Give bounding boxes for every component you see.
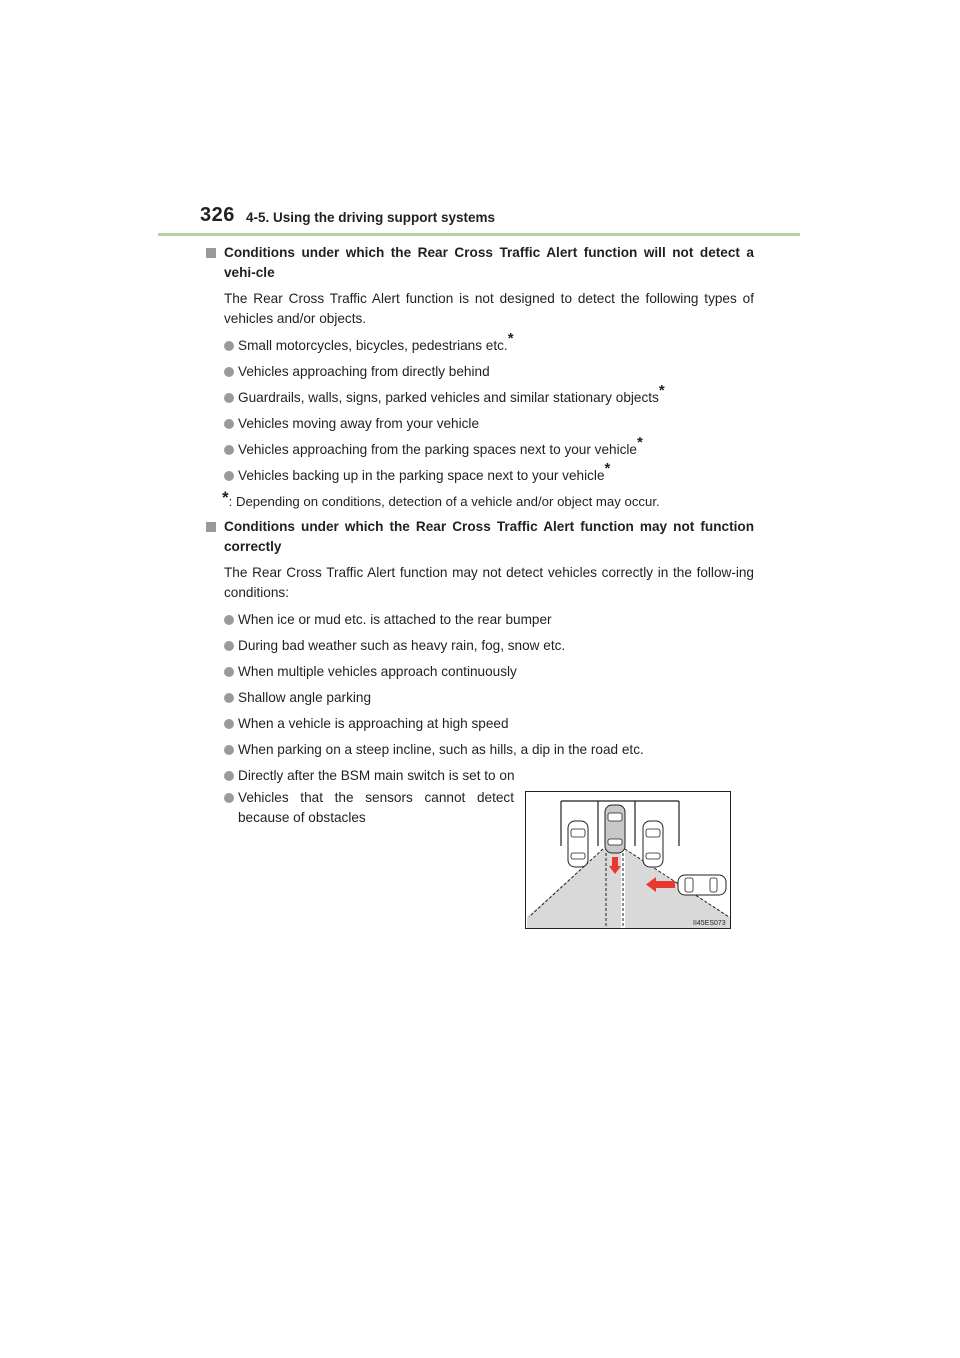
header-divider: [158, 233, 800, 236]
bullet-dot-icon: [224, 745, 234, 755]
bullet-dot-icon: [224, 445, 234, 455]
bullet-dot-icon: [224, 719, 234, 729]
footnote-mark: *: [222, 488, 229, 507]
list-item: [206, 382, 754, 411]
bullet-dot-icon: [224, 667, 234, 677]
list-item: [206, 607, 754, 633]
square-bullet-icon: [206, 248, 216, 258]
list-item-text: During bad weather such as heavy rain, fog, snow etc.: [238, 638, 566, 653]
list-item-text: Shallow angle parking: [238, 690, 372, 705]
list-item: [206, 633, 754, 659]
intro-paragraph: The Rear Cross Traffic Alert function is not designed to detect the following types of vehicles and/or objects.: [224, 291, 754, 326]
list-item: [206, 763, 754, 789]
parked-car-icon: [568, 821, 588, 867]
page-number: 326: [200, 204, 235, 226]
parking-illustration: [525, 791, 731, 929]
list-item-text: When multiple vehicles approach continuously: [238, 664, 517, 679]
parked-car-icon: [643, 821, 663, 867]
list-item: [206, 737, 754, 763]
square-bullet-icon: [206, 522, 216, 532]
asterisk-mark: *: [636, 434, 643, 452]
list-item-text: Vehicles moving away from your vehicle: [238, 416, 480, 431]
list-item-text: Vehicles that the sensors cannot detect because of obstacles: [238, 790, 514, 825]
figure-code: II45ES073: [693, 920, 726, 927]
bullet-dot-icon: [224, 793, 234, 803]
bullet-dot-icon: [224, 641, 234, 651]
list-item-text: Guardrails, walls, signs, parked vehicles and similar stationary objects: [238, 390, 659, 405]
list-item: [206, 659, 754, 685]
bullet-dot-icon: [224, 471, 234, 481]
footnote-text: : Depending on conditions, detection of a vehicle and/or object may occur.: [228, 494, 660, 509]
bullet-dot-icon: [224, 393, 234, 403]
bullet-list: [206, 607, 754, 789]
list-item-text: When a vehicle is approaching at high speed: [238, 716, 509, 731]
bullet-dot-icon: [224, 771, 234, 781]
section-heading: [206, 243, 754, 283]
list-item-text: Vehicles backing up in the parking space next to your vehicle: [238, 468, 605, 483]
list-item: [206, 460, 754, 489]
asterisk-mark: *: [658, 382, 665, 400]
section-may-not-function: [206, 517, 754, 789]
bullet-dot-icon: [224, 419, 234, 429]
bullet-dot-icon: [224, 341, 234, 351]
list-item-text: When ice or mud etc. is attached to the rear bumper: [238, 612, 552, 627]
list-item-text: Small motorcycles, bicycles, pedestrians etc.: [238, 338, 508, 353]
list-item: [206, 411, 754, 437]
list-item: [206, 685, 754, 711]
approaching-vehicle-icon: [678, 875, 726, 895]
footnote: [206, 489, 754, 513]
own-vehicle-icon: [605, 805, 625, 853]
heading-text: Conditions under which the Rear Cross Traffic Alert function may not function correctly: [224, 519, 754, 554]
heading-text: Conditions under which the Rear Cross Traffic Alert function will not detect a vehi-cle: [224, 245, 754, 280]
list-item: [206, 434, 754, 463]
list-item: [206, 711, 754, 737]
list-item-text: When parking on a steep incline, such as hills, a dip in the road etc.: [238, 742, 644, 757]
section-title: 4-5. Using the driving support systems: [246, 210, 496, 225]
section-heading: [206, 517, 754, 557]
bullet-dot-icon: [224, 367, 234, 377]
section-not-detect: [206, 243, 754, 513]
list-item-text: Directly after the BSM main switch is set to on: [238, 768, 515, 783]
list-item: [206, 359, 754, 385]
bullet-dot-icon: [224, 615, 234, 625]
list-item-text: Vehicles approaching from the parking spaces next to your vehicle: [238, 442, 637, 457]
intro-paragraph: The Rear Cross Traffic Alert function may not detect vehicles correctly in the follow-ing conditions:: [224, 565, 754, 600]
asterisk-mark: *: [507, 330, 514, 348]
asterisk-mark: *: [604, 460, 611, 478]
list-item-text: Vehicles approaching from directly behind: [238, 364, 490, 379]
parking-diagram: [525, 791, 731, 929]
list-item: [206, 788, 514, 828]
bullet-dot-icon: [224, 693, 234, 703]
bullet-list: [206, 330, 754, 489]
list-item: [206, 330, 754, 359]
